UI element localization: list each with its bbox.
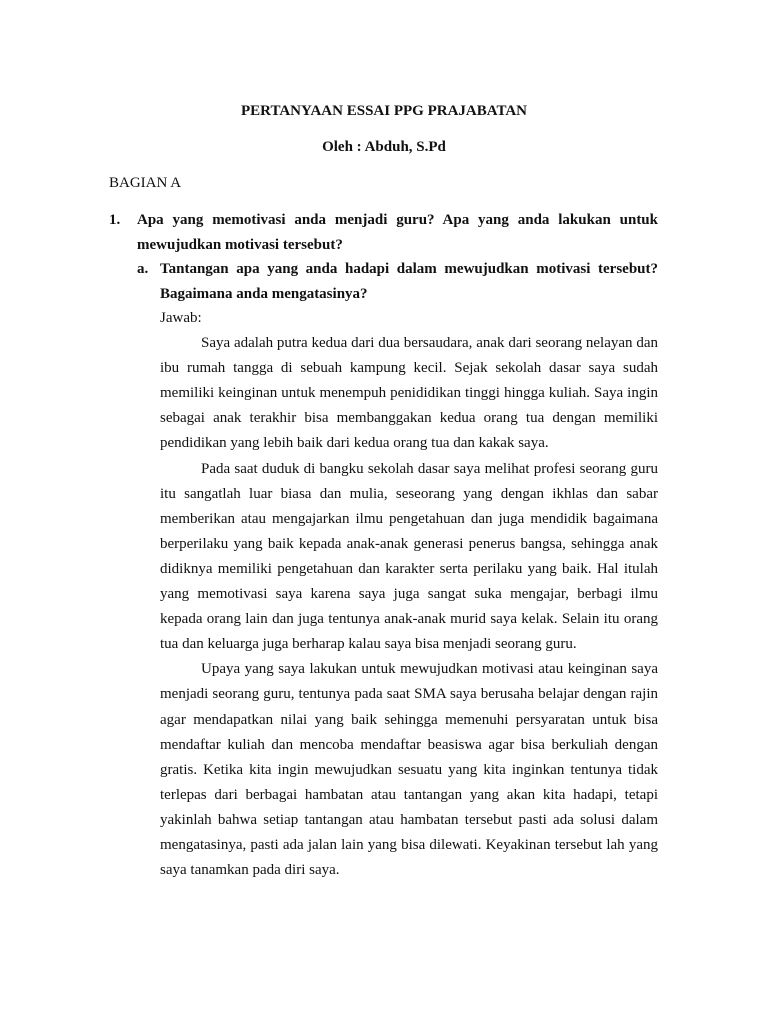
subquestion-letter: a.	[137, 261, 149, 277]
question-number: 1.	[109, 212, 121, 228]
document-author: Oleh : Abduh, S.Pd	[322, 139, 446, 155]
document-title: PERTANYAAN ESSAI PPG PRAJABATAN	[240, 103, 528, 119]
question-text: Apa yang memotivasi anda menjadi guru? Apa yang anda lakukan untuk mewujudkan motivasi tersebut?	[137, 212, 658, 253]
answer-label: Jawab:	[160, 310, 202, 326]
subquestion-text: Tantangan apa yang anda hadapi dalam mewujudkan motivasi tersebut? Bagaimana anda mengatasinya?	[160, 261, 658, 302]
answer-paragraph-3: Upaya yang saya lakukan untuk mewujudkan motivasi atau keinginan saya menjadi seorang guru, tentunya pada saat SMA saya berusaha belajar dengan rajin agar mendapatkan nilai yang baik sehingga memenuhi persyaratan untuk bisa mendaftar kuliah dan mencoba mendaftar beasiswa agar bisa berkuliah dengan gratis. Ketika kita ingin mewujudkan sesuatu yang kita inginkan tentunya tidak terlepas dari berbagai hambatan atau tantangan yang akan kita hadapi, tetapi yakinlah bahwa setiap tantangan atau hambatan tersebut pasti ada solusi dalam mengatasinya, pasti ada jalan lain yang bisa dilewati. Keyakinan tersebut lah yang saya tanamkan pada diri saya.	[160, 661, 658, 879]
answer-paragraph-1: Saya adalah putra kedua dari dua bersaudara, anak dari seorang nelayan dan ibu rumah tangga di sebuah kampung kecil. Sejak sekolah dasar saya sudah memiliki keinginan untuk menempuh penididikan tinggi hingga kuliah. Saya ingin sebagai anak terakhir bisa membanggakan kedua orang tua dengan memiliki pendidikan yang lebih baik dari kedua orang tua dan kakak saya.	[160, 335, 658, 452]
section-heading: BAGIAN A	[109, 175, 182, 191]
answer-paragraph-2: Pada saat duduk di bangku sekolah dasar saya melihat profesi seorang guru itu sangatlah luar biasa dan mulia, seseorang yang dengan ikhlas dan sabar memberikan atau mengajarkan ilmu pengetahuan dan juga mendidik bagaimana berperilaku yang baik kepada anak-anak generasi penerus bangsa, sehingga anak didiknya memiliki pengetahuan dan karakter serta perilaku yang baik. Hal itulah yang memotivasi saya karena saya juga sangat suka mengajar, berbagi ilmu kepada orang lain dan juga tentunya anak-anak murid saya kelak. Selain itu orang tua dan keluarga juga berharap kalau saya bisa menjadi seorang guru.	[160, 460, 658, 653]
answer-body	[160, 306, 658, 883]
